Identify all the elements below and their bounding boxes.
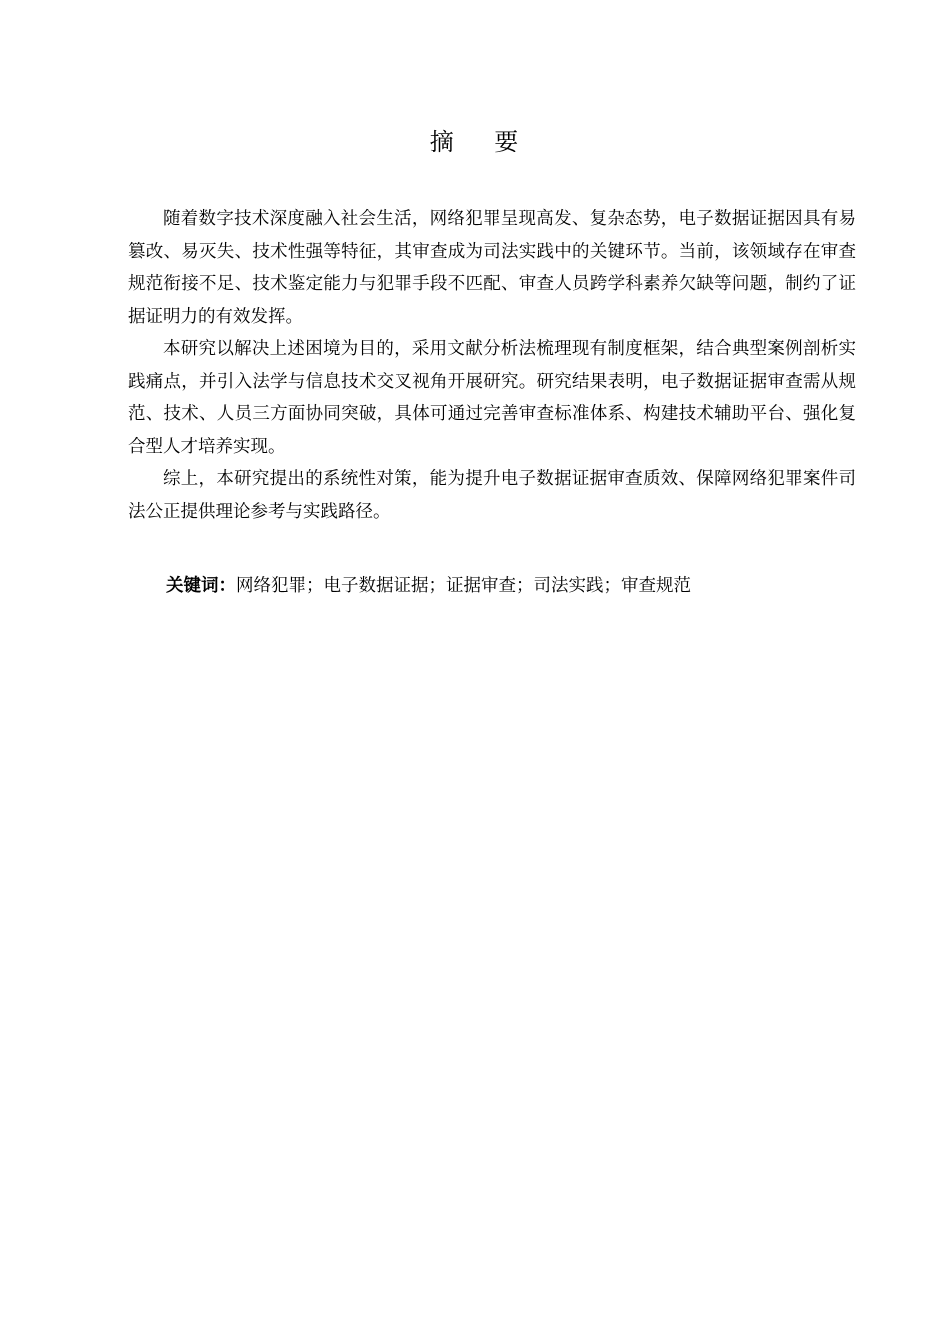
- keywords-line: [166, 570, 856, 602]
- abstract-paragraph-1: 随着数字技术深度融入社会生活，网络犯罪呈现高发、复杂态势，电子数据证据因具有易篡改、易灭失、技术性强等特征，其审查成为司法实践中的关键环节。当前，该领域存在审查规范衔接不足、技术鉴定能力与犯罪手段不匹配、审查人员跨学科素养欠缺等问题，制约了证据证明力的有效发挥。: [128, 209, 856, 327]
- abstract-paragraph-2: 本研究以解决上述困境为目的，采用文献分析法梳理现有制度框架，结合典型案例剖析实践痛点，并引入法学与信息技术交叉视角开展研究。研究结果表明，电子数据证据审查需从规范、技术、人员三方面协同突破，具体可通过完善审查标准体系、构建技术辅助平台、强化复合型人才培养实现。: [128, 339, 856, 457]
- abstract-title: 摘 要: [429, 128, 521, 156]
- abstract-paragraph-3: 综上，本研究提出的系统性对策，能为提升电子数据证据审查质效、保障网络犯罪案件司法公正提供理论参考与实践路径。: [128, 469, 856, 522]
- abstract-body: [128, 203, 856, 528]
- keywords-label: 关键词：: [166, 576, 236, 596]
- keywords-list: 网络犯罪；电子数据证据；证据审查；司法实践；审查规范: [236, 576, 691, 596]
